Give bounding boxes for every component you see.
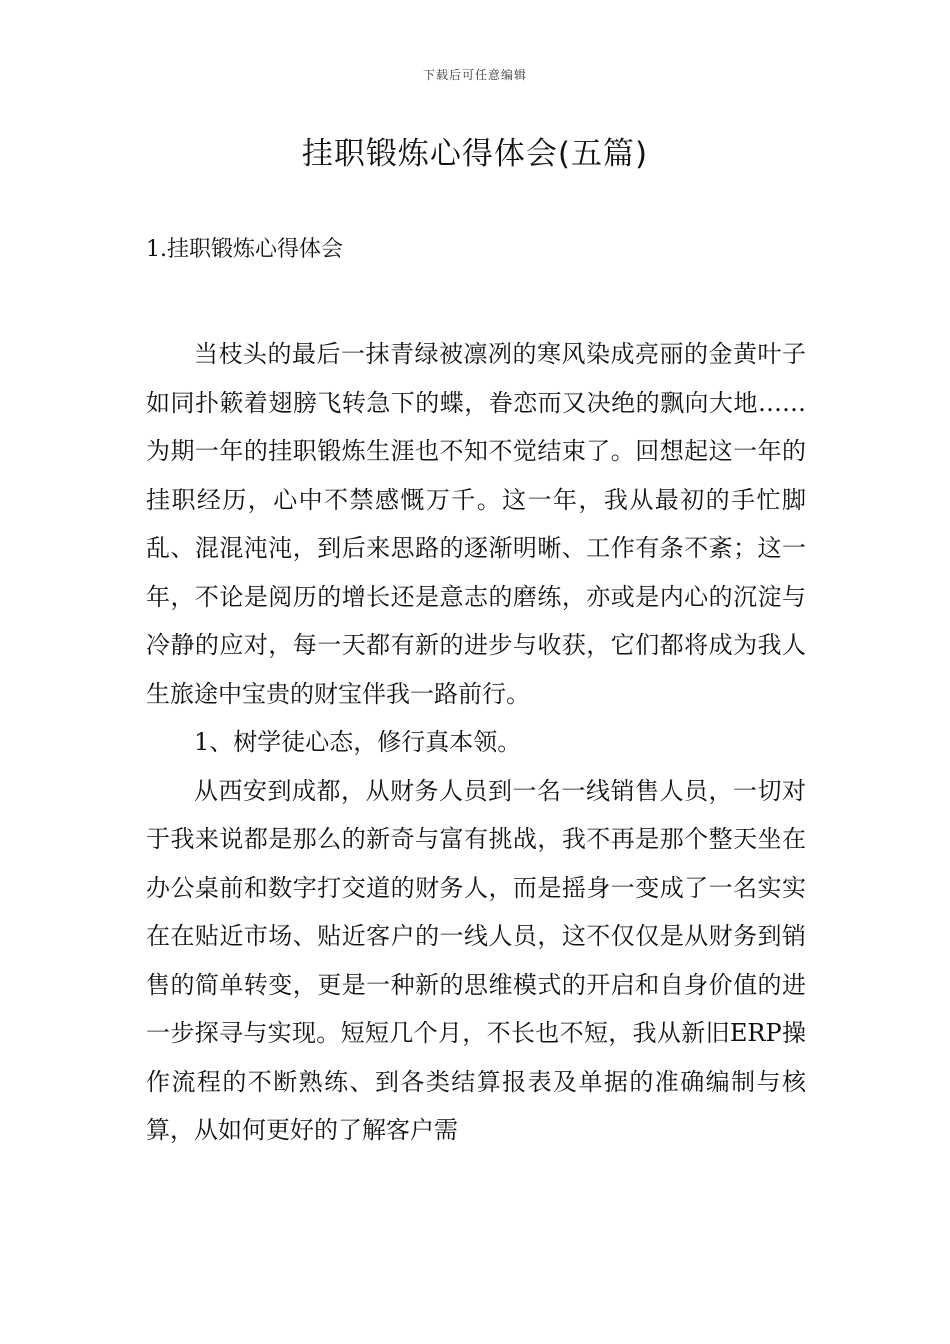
section-heading: 1.挂职锻炼心得体会 <box>146 237 343 262</box>
body-paragraph: 从西安到成都，从财务人员到一名一线销售人员，一切对于我来说都是那么的新奇与富有挑战，我不再是那个整天坐在办公桌前和数字打交道的财务人，而是摇身一变成了一名实实在在贴近市场、贴近客户的一线人员，这不仅仅是从财务到销售的简单转变，更是一种新的思维模式的开启和自身价值的进一步探寻与实现。短短几个月，不长也不短，我从新旧ERP操作流程的不断熟练、到各类结算报表及单据的准确编制与核算，从如何更好的了解客户需 <box>146 776 806 1144</box>
document-body <box>146 330 806 1155</box>
body-subheading: 1、树学徒心态，修行真本领。 <box>194 728 522 756</box>
body-paragraph: 当枝头的最后一抹青绿被凛冽的寒风染成亮丽的金黄叶子如同扑簌着翅膀飞转急下的蝶，眷恋而又决绝的飘向大地……为期一年的挂职锻炼生涯也不知不觉结束了。回想起这一年的挂职经历，心中不禁感慨万千。这一年，我从最初的手忙脚乱、混混沌沌，到后来思路的逐渐明晰、工作有条不紊；这一年，不论是阅历的增长还是意志的磨练，亦或是内心的沉淀与冷静的应对，每一天都有新的进步与收获，它们都将成为我人生旅途中宝贵的财宝伴我一路前行。 <box>146 340 806 708</box>
header-note: 下载后可任意编辑 <box>422 68 527 82</box>
document-title: 挂职锻炼心得体会(五篇) <box>301 136 649 172</box>
